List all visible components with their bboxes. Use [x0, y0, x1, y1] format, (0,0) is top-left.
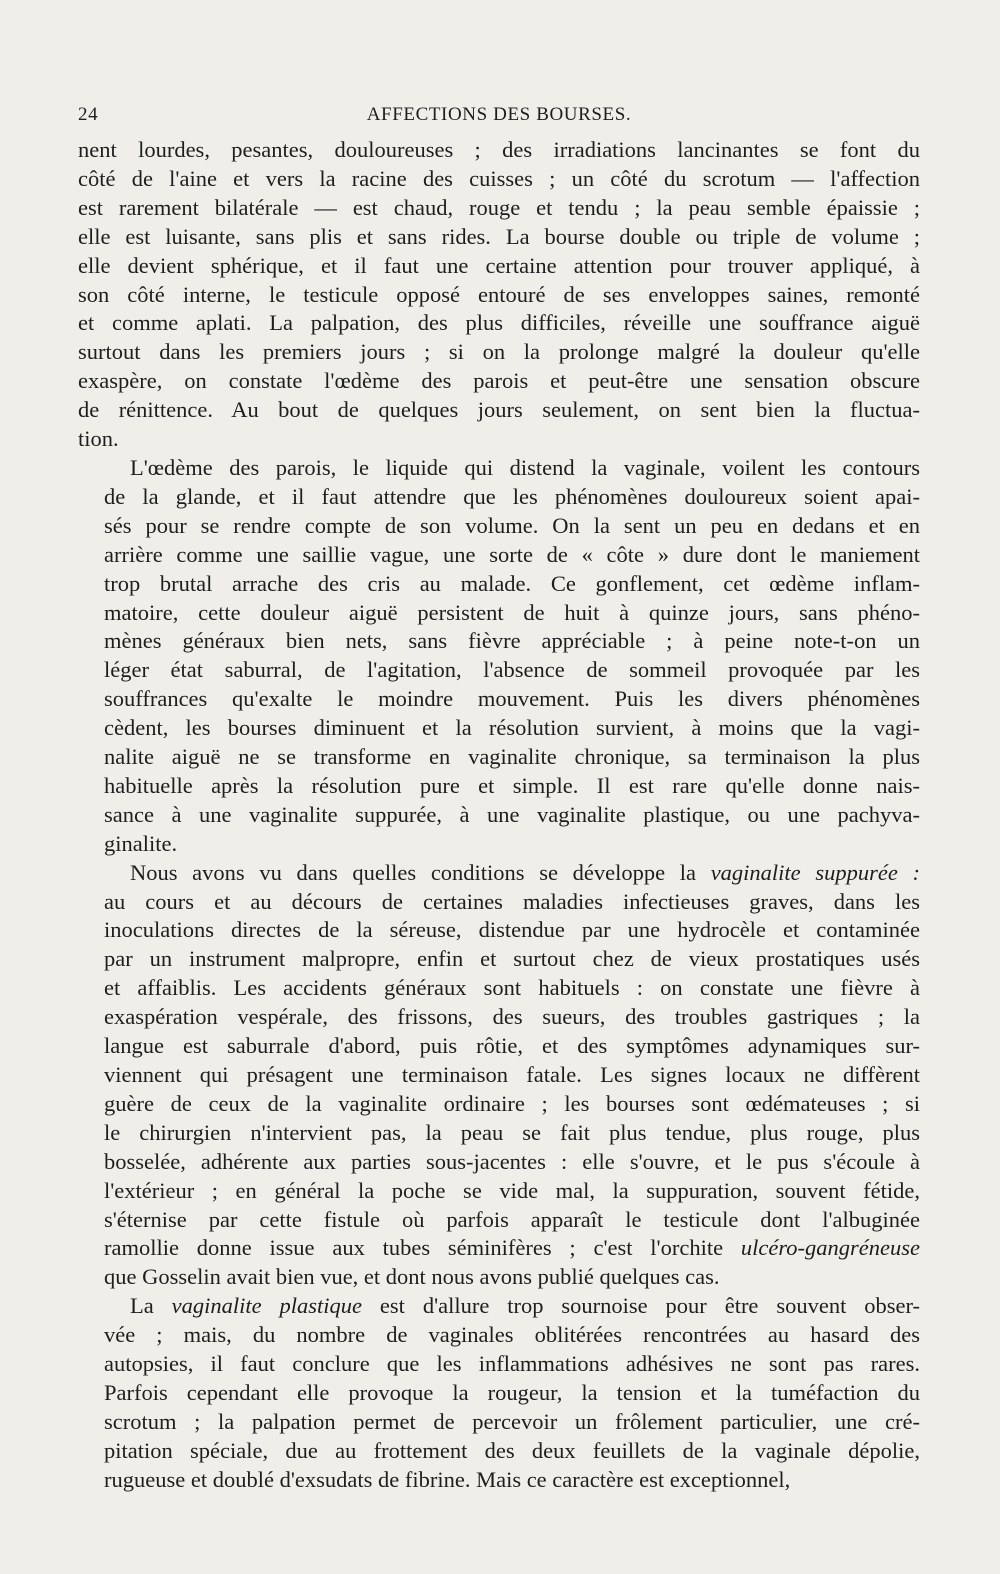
text-line: souffrances qu'exalte le moindre mouvement. Puis les divers phénomènes — [104, 686, 920, 712]
text-line: Parfois cependant elle provoque la rougeur, la tension et la tuméfaction du — [104, 1379, 920, 1405]
text-line: matoire, cette douleur aiguë persistent de huit à quinze jours, sans phéno- — [104, 599, 920, 625]
page-header — [78, 104, 920, 130]
paragraph — [78, 136, 920, 454]
text-line: elle est luisante, sans plis et sans rides. La bourse double ou triple de volume ; — [78, 223, 920, 249]
text-line: elle devient sphérique, et il faut une certaine attention pour trouver appliqué, à — [78, 252, 920, 278]
text-line: ramollie donne issue aux tubes séminifères ; c'est l'orchite ulcéro-gangréneuse — [104, 1235, 920, 1261]
text-line: sance à une vaginalite suppurée, à une vaginalite plastique, ou une pachyva- — [104, 801, 920, 827]
text-line: inoculations directes de la séreuse, distendue par une hydrocèle et contaminée — [104, 917, 920, 943]
text-line: exaspération vespérale, des frissons, des sueurs, des troubles gastriques ; la — [104, 1004, 920, 1030]
text-line: de la glande, et il faut attendre que les phénomènes douloureux soient apai- — [104, 483, 920, 509]
text-line: habituelle après la résolution pure et simple. Il est rare qu'elle donne nais- — [104, 772, 920, 798]
text-line: autopsies, il faut conclure que les inflammations adhésives ne sont pas rares. — [104, 1351, 920, 1377]
text-line: Nous avons vu dans quelles conditions se développe la vaginalite suppurée : — [130, 859, 920, 885]
text-line: tion. — [78, 426, 119, 452]
text-line: surtout dans les premiers jours ; si on la prolonge malgré la douleur qu'elle — [78, 339, 920, 365]
text-line: vée ; mais, du nombre de vaginales oblitérées rencontrées au hasard des — [104, 1322, 920, 1348]
text-line: viennent qui présagent une terminaison fatale. Les signes locaux ne diffèrent — [104, 1062, 920, 1087]
text-line: et comme aplati. La palpation, des plus difficiles, réveille une souffrance aiguë — [78, 310, 920, 336]
text-line: sés pour se rendre compte de son volume. On la sent un peu en dedans et en — [104, 512, 920, 538]
text-line: guère de ceux de la vaginalite ordinaire ; les bourses sont œdémateuses ; si — [104, 1090, 920, 1116]
paragraph — [78, 1292, 920, 1494]
page-number: 24 — [78, 104, 99, 125]
text-line: mènes généraux bien nets, sans fièvre appréciable ; à peine note-t-on un — [104, 628, 920, 654]
text-line: nent lourdes, pesantes, douloureuses ; des irradiations lancinantes se font du — [78, 137, 920, 162]
body-text — [78, 136, 920, 1495]
paragraph — [78, 859, 920, 1293]
text-line: rugueuse et doublé d'exsudats de fibrine. Mais ce caractère est exceptionnel, — [104, 1466, 791, 1492]
text-line: l'extérieur ; en général la poche se vide mal, la suppuration, souvent fétide, — [104, 1177, 920, 1203]
text-line: de rénittence. Au bout de quelques jours seulement, on sent bien la fluctua- — [78, 397, 920, 423]
text-line: scrotum ; la palpation permet de percevoir un frôlement particulier, une cré- — [104, 1408, 920, 1434]
text-line: langue est saburrale d'abord, puis rôtie, et des symptômes adynamiques sur- — [104, 1033, 920, 1059]
paragraph — [78, 454, 920, 859]
text-line: L'œdème des parois, le liquide qui distend la vaginale, voilent les contours — [130, 454, 920, 480]
text-line: arrière comme une saillie vague, une sorte de « côte » dure dont le maniement — [104, 541, 920, 567]
text-line: que Gosselin avait bien vue, et dont nous avons publié quelques cas. — [104, 1264, 720, 1290]
text-line: est rarement bilatérale — est chaud, rouge et tendu ; la peau semble épaissie ; — [78, 194, 920, 220]
text-line: léger état saburral, de l'agitation, l'absence de sommeil provoquée par les — [104, 657, 920, 683]
text-line: trop brutal arrache des cris au malade. Ce gonflement, cet œdème inflam- — [104, 570, 920, 596]
text-line: s'éternise par cette fistule où parfois apparaît le testicule dont l'albuginée — [104, 1206, 920, 1232]
text-line: bosselée, adhérente aux parties sous-jacentes : elle s'ouvre, et le pus s'écoule à — [104, 1148, 920, 1174]
text-line: côté de l'aine et vers la racine des cuisses ; un côté du scrotum — l'affection — [78, 165, 920, 191]
running-head: AFFECTIONS DES BOURSES. — [366, 104, 632, 125]
text-line: le chirurgien n'intervient pas, la peau se fait plus tendue, plus rouge, plus — [104, 1119, 920, 1145]
text-line: nalite aiguë ne se transforme en vaginalite chronique, sa terminaison la plus — [104, 744, 920, 770]
text-line: ginalite. — [104, 830, 178, 856]
text-line: exaspère, on constate l'œdème des parois et peut-être une sensation obscure — [78, 368, 920, 394]
text-line: au cours et au décours de certaines maladies infectieuses graves, dans les — [104, 888, 920, 914]
text-line: son côté interne, le testicule opposé entouré de ses enveloppes saines, remonté — [78, 281, 920, 307]
text-line: cèdent, les bourses diminuent et la résolution survient, à moins que la vagi- — [104, 715, 920, 741]
text-line: par un instrument malpropre, enfin et surtout chez de vieux prostatiques usés — [104, 946, 920, 972]
text-line: pitation spéciale, due au frottement des deux feuillets de la vaginale dépolie, — [104, 1437, 920, 1463]
text-line: et affaiblis. Les accidents généraux sont habituels : on constate une fièvre à — [104, 975, 920, 1001]
text-line: La vaginalite plastique est d'allure trop sournoise pour être souvent obser- — [130, 1293, 920, 1319]
